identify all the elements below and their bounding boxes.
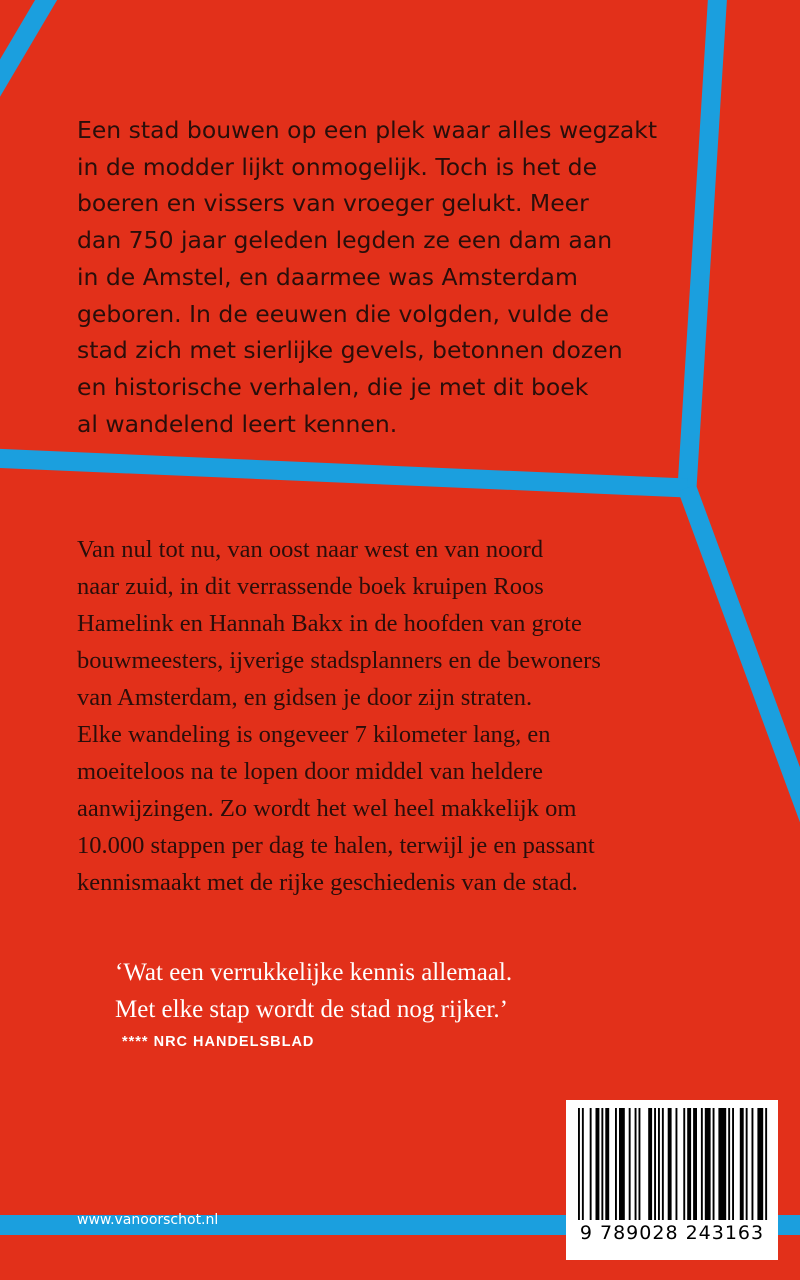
barcode-bar — [605, 1108, 609, 1220]
barcode-bar — [687, 1108, 691, 1220]
barcode-bar — [752, 1108, 754, 1220]
barcode-bar — [615, 1108, 617, 1220]
barcode-bar — [601, 1108, 603, 1220]
barcode-bar — [582, 1108, 584, 1220]
barcode-bar — [718, 1108, 726, 1220]
barcode-bar — [728, 1108, 730, 1220]
description-paragraph: Van nul tot nu, van oost naar west en van noord naar zuid, in dit verrassende boek kruipen Roos Hamelink en Hannah Bakx in de hoofden van grote bouwmeesters, ijverige stadsplanners en de bewoners van Amsterdam, en gidsen je door zijn straten. Elke wandeling is ongeveer 7 kilometer lang, en moeiteloos na te lopen door middel van heldere aanwijzingen. Zo wordt het wel heel makkelijk om 10.000 stappen per dag te halen, terwijl je en passant kennismaakt met de rijke geschiedenis van de stad. — [77, 536, 601, 896]
barcode-bar — [757, 1108, 763, 1220]
barcode-bars — [576, 1108, 768, 1220]
barcode-bar — [693, 1108, 697, 1220]
barcode-bar — [676, 1108, 678, 1220]
barcode-bar — [701, 1108, 703, 1220]
barcode-bar — [629, 1108, 631, 1220]
isbn-number: 9 789028 243163 — [579, 1222, 765, 1244]
barcode-bar — [662, 1108, 664, 1220]
map-line-top-left — [0, 0, 52, 95]
barcode-bar — [765, 1108, 767, 1220]
barcode-bar — [635, 1108, 637, 1220]
barcode-bar — [746, 1108, 748, 1220]
publisher-website[interactable]: www.vanoorschot.nl — [77, 1212, 219, 1228]
barcode-bar — [578, 1108, 580, 1220]
barcode-bar — [668, 1108, 672, 1220]
intro-paragraph: Een stad bouwen op een plek waar alles wegzakt in de modder lijkt onmogelijk. Toch is het de boeren en vissers van vroeger gelukt. Meer dan 750 jaar geleden legden ze een dam aan in de Amstel, en daarmee was Amsterdam geboren. In de eeuwen die volgden, vulde de stad zich met sierlijke gevels, betonnen dozen en historische verhalen, die je met dit boek al wandelend leert kennen. — [77, 116, 658, 438]
barcode-bar — [619, 1108, 625, 1220]
review-source: **** NRC HANDELSBLAD — [122, 1034, 315, 1050]
barcode-bar — [658, 1108, 660, 1220]
barcode-bar — [590, 1108, 592, 1220]
barcode-bar — [683, 1108, 685, 1220]
review-quote: ‘Wat een verrukkelijke kennis allemaal. Met elke stap wordt de stad nog rijker.’ — [115, 959, 513, 1023]
barcode — [566, 1100, 778, 1260]
map-line-top-right — [687, 0, 718, 488]
map-line-horizontal — [0, 458, 687, 488]
barcode-bar — [654, 1108, 656, 1220]
barcode-bar — [596, 1108, 600, 1220]
barcode-bar — [648, 1108, 652, 1220]
barcode-bar — [740, 1108, 744, 1220]
barcode-bar — [713, 1108, 715, 1220]
barcode-bar — [639, 1108, 641, 1220]
barcode-bar — [732, 1108, 734, 1220]
barcode-bar — [705, 1108, 711, 1220]
